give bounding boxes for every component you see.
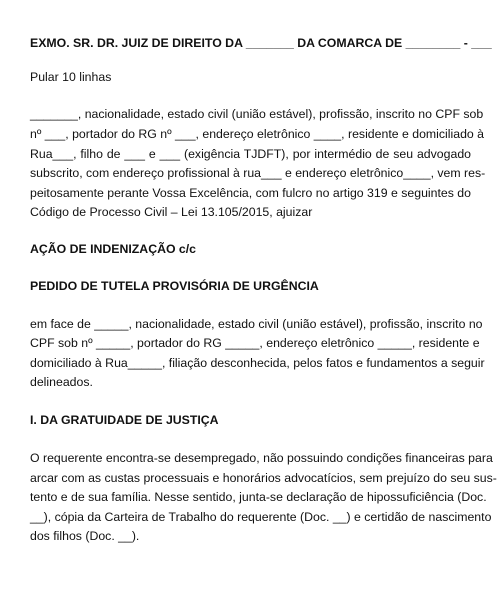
section-title: I. DA GRATUIDADE DE JUSTIÇA — [30, 413, 219, 427]
paragraph-line: _______, nacionalidade, estado civil (união estável), profissão, inscrito no CPF sob — [30, 107, 484, 121]
paragraph-line: subscrito, com endereço profissional à rua___ e endereço eletrônico____, vem res- — [30, 166, 486, 180]
paragraph-line: nº ___, portador do RG nº ___, endereço eletrônico ____, residente e domiciliado à — [30, 127, 485, 141]
paragraph-line: O requerente encontra-se desempregado, não possuindo condições financeiras para — [30, 451, 493, 465]
paragraph-line: tento e de sua família. Nesse sentido, junta-se declaração de hipossuficiência (Doc. — [30, 490, 487, 504]
paragraph-line: arcar com as custas processuais e honorários advocatícios, sem prejuízo do seu sus- — [30, 471, 497, 485]
paragraph-line: em face de _____, nacionalidade, estado civil (união estável), profissão, inscrito no — [30, 317, 483, 331]
paragraph-line: peitosamente perante Vossa Excelência, com fulcro no artigo 319 e seguintes do — [30, 186, 471, 200]
court-header: EXMO. SR. DR. JUIZ DE DIREITO DA _______ DA COMARCA DE ________ - ___ — [30, 36, 492, 50]
skip-lines-note: Pular 10 linhas — [30, 70, 112, 84]
paragraph-line: delineados. — [30, 375, 93, 389]
paragraph-line: dos filhos (Doc. __). — [30, 529, 140, 543]
paragraph-line: CPF sob nº _____, portador do RG _____, endereço eletrônico _____, residente e — [30, 336, 480, 350]
paragraph-line: __), cópia da Carteira de Trabalho do requerente (Doc. __) e certidão de nascimento — [30, 510, 492, 524]
paragraph-line: Código de Processo Civil – Lei 13.105/2015, ajuizar — [30, 205, 313, 219]
paragraph-line: Rua___, filho de ___ e ___ (exigência TJDFT), por intermédio de seu advogado — [30, 147, 471, 161]
paragraph-line: domiciliado à Rua_____, filiação desconhecida, pelos fatos e fundamentos a seguir — [30, 356, 485, 370]
action-title: AÇÃO DE INDENIZAÇÃO c/c — [30, 242, 197, 256]
request-title: PEDIDO DE TUTELA PROVISÓRIA DE URGÊNCIA — [30, 279, 319, 293]
